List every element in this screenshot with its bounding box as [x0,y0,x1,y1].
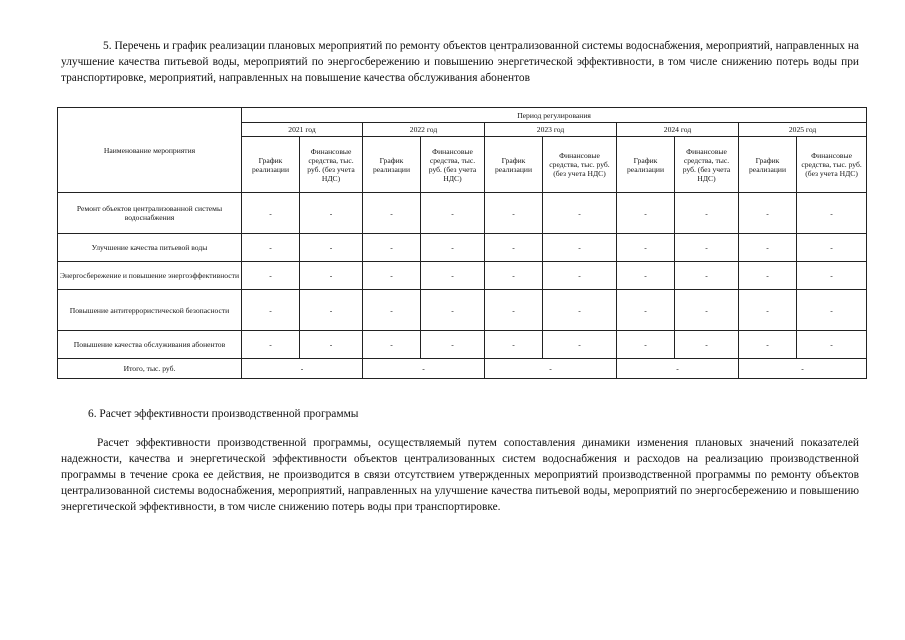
table-cell: - [300,331,363,359]
year-header: 2022 год [363,123,485,137]
table-cell: - [543,290,617,331]
year-header: 2023 год [485,123,617,137]
table-cell: - [617,290,675,331]
activity-name: Энергосбережение и повышение энергоэффективности [58,262,242,290]
activity-name-header: Наименование мероприятия [58,108,242,193]
period-header: Период регулирования [242,108,867,123]
table-cell: - [485,331,543,359]
table-cell: - [617,234,675,262]
table-cell: - [797,290,867,331]
table-cell: - [421,331,485,359]
table-cell: - [675,290,739,331]
table-cell: - [300,193,363,234]
section-5-paragraph: 5. Перечень и график реализации плановых мероприятий по ремонту объектов централизованной системы водоснабжения, мероприятий, направленных на улучшение качества питьевой воды, мероприятий по энергосбережению и повышению энергетической эффективности, в том числе снижению потерь воды при транспортировке, мероприятий, направленных на повышение качества обслуживания абонентов [61,40,859,84]
table-row [58,262,867,290]
total-cell: - [739,359,867,379]
table-cell: - [543,193,617,234]
table-cell: - [300,262,363,290]
finance-column-header: Финансовые средства, тыс. руб. (без учета НДС) [675,137,739,193]
table-cell: - [543,262,617,290]
table-cell: - [421,290,485,331]
table-row [58,193,867,234]
total-cell: - [617,359,739,379]
table-cell: - [485,290,543,331]
table-cell: - [617,262,675,290]
table-cell: - [485,193,543,234]
table-cell: - [739,262,797,290]
finance-column-header: Финансовые средства, тыс. руб. (без учета НДС) [797,137,867,193]
activities-schedule-table [57,107,867,379]
section-6-heading: 6. Расчет эффективности производственной программы [88,408,359,420]
table-row [58,234,867,262]
year-header: 2024 год [617,123,739,137]
table-cell: - [543,331,617,359]
table-cell: - [797,331,867,359]
table-cell: - [797,262,867,290]
schedule-column-header: График реализации [363,137,421,193]
table-cell: - [617,193,675,234]
table-cell: - [421,193,485,234]
schedule-column-header: График реализации [617,137,675,193]
section-6-paragraph: Расчет эффективности производственной программы, осуществляемый путем сопоставления динамики изменения плановых значений показателей надежности, качества и энергетической эффективности объектов централизованных систем водоснабжения и расходов на реализацию производственной программы в течение срока ее действия, не производится в связи отсутствием утвержденных мероприятий производственной программы по ремонту объектов централизованной системы водоснабжения, мероприятий, направленных на улучшение качества питьевой воды, мероприятий по энергосбережению и повышению энергетической эффективности, в том числе снижению потерь воды при транспортировке. [61,437,859,513]
table-cell: - [242,331,300,359]
schedule-column-header: График реализации [739,137,797,193]
table-cell: - [300,290,363,331]
table-cell: - [543,234,617,262]
table-cell: - [242,262,300,290]
table-cell: - [363,331,421,359]
table-row [58,331,867,359]
table-cell: - [675,234,739,262]
total-cell: - [363,359,485,379]
table-cell: - [675,262,739,290]
table-cell: - [675,193,739,234]
table-cell: - [617,331,675,359]
activity-name: Повышение качества обслуживания абонентов [58,331,242,359]
table-cell: - [797,234,867,262]
table-cell: - [242,290,300,331]
table-cell: - [421,234,485,262]
table-cell: - [739,234,797,262]
table-cell: - [675,331,739,359]
table-cell: - [797,193,867,234]
table-cell: - [363,290,421,331]
table-cell: - [485,234,543,262]
total-row [58,359,867,379]
table-cell: - [363,262,421,290]
table-cell: - [363,193,421,234]
total-cell: - [485,359,617,379]
activity-name: Ремонт объектов централизованной системы водоснабжения [58,193,242,234]
year-header: 2021 год [242,123,363,137]
activity-name: Улучшение качества питьевой воды [58,234,242,262]
finance-column-header: Финансовые средства, тыс. руб. (без учета НДС) [543,137,617,193]
table-row [58,290,867,331]
table-cell: - [739,331,797,359]
total-label: Итого, тыс. руб. [58,359,242,379]
schedule-column-header: График реализации [485,137,543,193]
table-cell: - [739,290,797,331]
table-cell: - [739,193,797,234]
activity-name: Повышение антитеррористической безопасности [58,290,242,331]
table-cell: - [485,262,543,290]
table-cell: - [363,234,421,262]
schedule-column-header: График реализации [242,137,300,193]
table-cell: - [242,234,300,262]
finance-column-header: Финансовые средства, тыс. руб. (без учета НДС) [300,137,363,193]
total-cell: - [242,359,363,379]
table-cell: - [300,234,363,262]
year-header: 2025 год [739,123,867,137]
table-cell: - [242,193,300,234]
table-cell: - [421,262,485,290]
finance-column-header: Финансовые средства, тыс. руб. (без учета НДС) [421,137,485,193]
